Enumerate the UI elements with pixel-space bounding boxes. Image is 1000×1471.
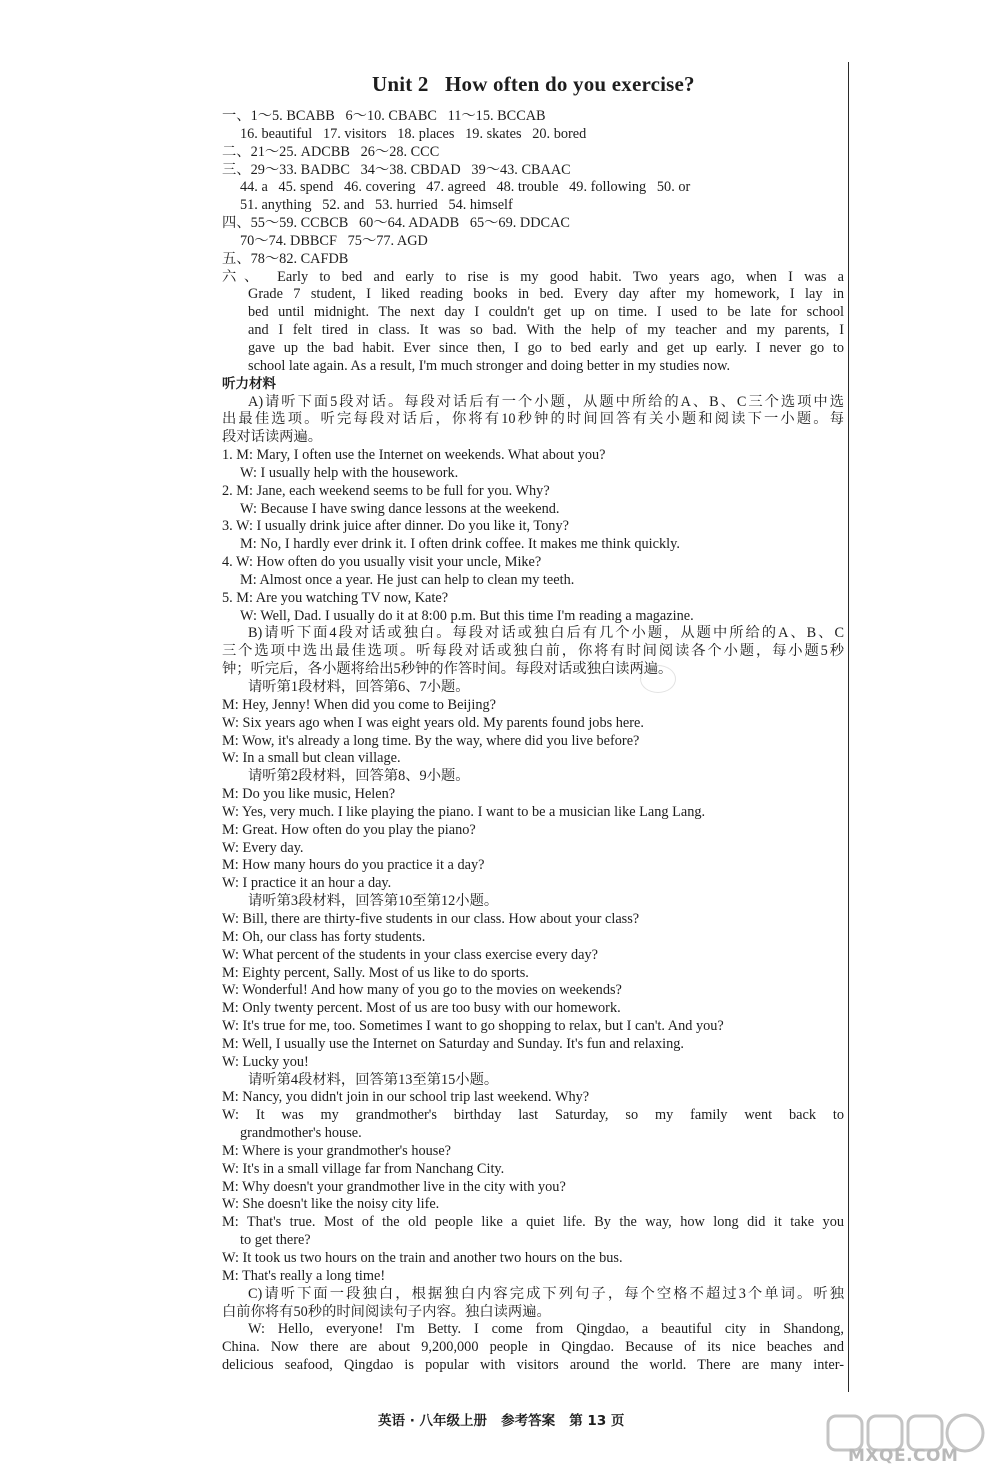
section-c-intro: C)请听下面一段独白，根据独白内容完成下列句子，每个空格不超过3个单词。听独 — [248, 1285, 844, 1302]
dialogue-line: M: Well, I usually use the Internet on Saturday and Sunday. It's fun and relaxing. — [222, 1035, 685, 1052]
dialogue-line: W: She doesn't like the noisy city life. — [222, 1196, 440, 1213]
dialogue-line: W: It's in a small village far from Nanchang City. — [222, 1160, 505, 1177]
dialogue-line: W: It's true for me, too. Sometimes I want to go shopping to relax, but I can't. And you? — [222, 1018, 724, 1035]
answer-line: 四、55～59. CCBCB 60～64. ADADB 65～69. DDCAC — [222, 215, 570, 232]
dialogue-line: M: Hey, Jenny! When did you come to Beijing? — [222, 696, 496, 713]
dialogue-line: 1. M: Mary, I often use the Internet on weekends. What about you? — [222, 447, 606, 464]
section-a-intro: 段对话读两遍。 — [222, 429, 323, 446]
column-rule — [848, 62, 849, 1392]
listening-heading: 听力材料 — [222, 375, 276, 392]
essay-line: bed until midnight. The next day I couldn't get up on time. I used to be late for school — [248, 304, 844, 321]
answer-line: 51. anything 52. and 53. hurried 54. himself — [240, 197, 513, 214]
dialogue-line: M: Nancy, you didn't join in our school trip last weekend. Why? — [222, 1089, 590, 1106]
dialogue-line: M: Why doesn't your grandmother live in the city with you? — [222, 1178, 566, 1195]
dialogue-line: M: Eighty percent, Sally. Most of us like to do sports. — [222, 964, 529, 981]
dialogue-line: 4. W: How often do you usually visit your uncle, Mike? — [222, 554, 542, 571]
dialogue-line: W: Well, Dad. I usually do it at 8:00 p.m. But this time I'm reading a magazine. — [240, 607, 694, 624]
answer-line: 二、21～25. ADCBB 26～28. CCC — [222, 143, 440, 160]
essay-line: 六、 Early to bed and early to rise is my good habit. Two years ago, when I was a — [222, 268, 844, 285]
monologue-line: W: Hello, everyone! I'm Betty. I come from Qingdao, a beautiful city in Shandong, — [248, 1321, 844, 1338]
dialogue-line: M: Great. How often do you play the piano? — [222, 821, 476, 838]
dialogue-line: 2. M: Jane, each weekend seems to be full for you. Why? — [222, 482, 550, 499]
essay-line: school late again. As a result, I'm much stronger and doing better in my studies now. — [248, 357, 731, 374]
dialogue-line: M: No, I hardly ever drink it. I often drink coffee. It makes me think quickly. — [240, 536, 680, 553]
answer-line: 44. a 45. spend 46. covering 47. agreed 48. trouble 49. following 50. or — [240, 179, 691, 196]
monologue-line: delicious seafood, Qingdao is popular with visitors around the world. There are many inter- — [222, 1357, 844, 1374]
material-heading: 请听第3段材料，回答第10至第12小题。 — [248, 893, 499, 910]
material-heading: 请听第4段材料，回答第13至第15小题。 — [248, 1071, 499, 1088]
watermark-text: MXQE.COM — [848, 1446, 959, 1466]
section-b-intro: 三个选项中选出最佳选项。听每段对话或独白前，你将有时间阅读各个小题，每小题5秒 — [222, 643, 844, 660]
dialogue-line: M: Do you like music, Helen? — [222, 786, 396, 803]
dialogue-line: M: How many hours do you practice it a day? — [222, 857, 485, 874]
essay-line: and I felt tired in class. It was so bad. With the help of my teacher and my parents, I — [248, 322, 844, 339]
dialogue-line: W: Yes, very much. I like playing the piano. I want to be a musician like Lang Lang. — [222, 803, 706, 820]
material-heading: 请听第1段材料，回答第6、7小题。 — [248, 679, 470, 695]
monologue-line: China. Now there are about 9,200,000 people in Qingdao. Because of its nice beaches and — [222, 1339, 844, 1356]
dialogue-line: W: Six years ago when I was eight years old. My parents found jobs here. — [222, 714, 644, 731]
page-content — [222, 108, 844, 1375]
dialogue-line: W: In a small but clean village. — [222, 750, 401, 767]
unit-title: Unit 2 How often do you exercise? — [372, 72, 695, 96]
answer-line: 三、29～33. BADBC 34～38. CBDAD 39～43. CBAAC — [222, 161, 571, 178]
dialogue-line: W: Lucky you! — [222, 1053, 309, 1070]
dialogue-line: to get there? — [240, 1232, 311, 1249]
answer-line: 五、78～82. CAFDB — [222, 250, 349, 267]
dialogue-line: M: Wow, it's already a long time. By the way, where did you live before? — [222, 732, 640, 749]
dialogue-line: W: Wonderful! And how many of you go to the movies on weekends? — [222, 982, 622, 999]
section-a-intro: 出最佳选项。听完每段对话后，你将有10秒钟的时间回答有关小题和阅读下一小题。每 — [222, 411, 844, 428]
dialogue-line: 3. W: I usually drink juice after dinner. Do you like it, Tony? — [222, 518, 569, 535]
dialogue-line: W: I usually help with the housework. — [240, 464, 459, 481]
dialogue-line: W: Bill, there are thirty-five students in our class. How about your class? — [222, 910, 640, 927]
dialogue-line: 5. M: Are you watching TV now, Kate? — [222, 589, 449, 606]
faint-stamp-mark — [640, 665, 676, 693]
page-footer: 英语 · 八年级上册 参考答案 第 13 页 — [378, 1413, 625, 1429]
material-heading: 请听第2段材料，回答第8、9小题。 — [248, 768, 470, 785]
section-c-intro: 白前你将有50秒的时间阅读句子内容。独白读两遍。 — [222, 1303, 551, 1320]
essay-line: Grade 7 student, I liked reading books in bed. Every day after my homework, I lay in — [248, 286, 844, 303]
essay-line: gave up the bad habit. Ever since then, I go to bed early and get up early. I never go to — [248, 339, 844, 356]
dialogue-line: M: That's true. Most of the old people like a quiet life. By the way, how long did it take you — [222, 1214, 844, 1231]
dialogue-line: W: Because I have swing dance lessons at the weekend. — [240, 500, 560, 517]
dialogue-line: M: Oh, our class has forty students. — [222, 928, 426, 945]
dialogue-line: W: What percent of the students in your class exercise every day? — [222, 946, 598, 963]
dialogue-line: M: That's really a long time! — [222, 1267, 386, 1284]
section-a-intro: A)请听下面5段对话。每段对话后有一个小题，从题中所给的A、B、C三个选项中选 — [248, 393, 844, 410]
dialogue-line: M: Only twenty percent. Most of us are too busy with our homework. — [222, 1000, 621, 1017]
section-b-intro: 钟；听完后，各小题将给出5秒钟的作答时间。每段对话或独白读两遍。 — [222, 661, 673, 678]
dialogue-line: W: It was my grandmother's birthday last Saturday, so my family went back to — [222, 1107, 844, 1124]
section-b-intro: B)请听下面4段对话或独白。每段对话或独白后有几个小题，从题中所给的A、B、C — [248, 625, 844, 642]
dialogue-line: M: Almost once a year. He just can help to clean my teeth. — [240, 571, 575, 588]
dialogue-line: grandmother's house. — [240, 1125, 362, 1142]
dialogue-line: M: Where is your grandmother's house? — [222, 1142, 452, 1159]
answer-line: 一、1～5. BCABB 6～10. CBABC 11～15. BCCAB — [222, 108, 546, 124]
answer-line: 16. beautiful 17. visitors 18. places 19. skates 20. bored — [240, 125, 587, 142]
dialogue-line: W: I practice it an hour a day. — [222, 875, 392, 892]
dialogue-line: W: It took us two hours on the train and another two hours on the bus. — [222, 1250, 623, 1266]
dialogue-line: W: Every day. — [222, 839, 304, 856]
answer-line: 70～74. DBBCF 75～77. AGD — [240, 232, 428, 249]
